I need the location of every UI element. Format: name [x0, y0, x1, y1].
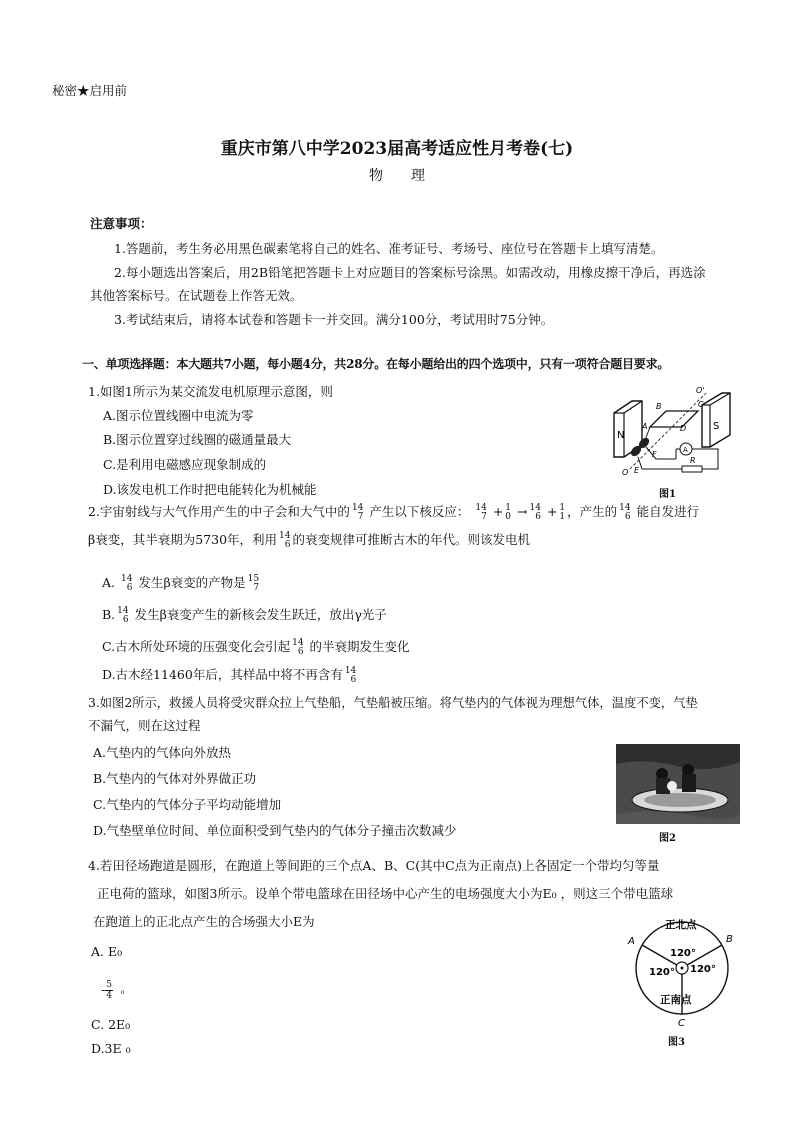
q1-option-a: A.图示位置线圈中电流为零: [103, 408, 254, 423]
label-o-prime: O': [696, 386, 705, 395]
label-o: O: [622, 468, 629, 477]
plus-sign-2: +: [546, 504, 558, 519]
q2-stem-c: ，产生的: [567, 504, 618, 519]
q2-option-c: C.古木所处环境的压强变化会引起 14 6 的半衰期发生变化: [102, 637, 410, 657]
q2-stem-d: 能自发进行: [636, 504, 700, 519]
q2-option-b: B. 14 6 发生β衰变产生的新核会发生跃迁，放出γ光子: [102, 605, 387, 625]
reaction-arrow: →: [517, 504, 528, 519]
label-a: A: [642, 422, 648, 431]
track-field-diagram: [624, 912, 740, 1032]
q4-option-b: - $\frac{5}{4}$ ₀: [101, 980, 125, 1001]
q2-stem-line2a: β衰变，其半衰期为5730年，利用: [88, 532, 278, 547]
notice-heading: 注意事项：: [90, 216, 153, 231]
q3-stem-line1: 3.如图2所示，救援人员将受灾群众拉上气垫船，气垫船被压缩。将气垫内的气体视为理想气体，温度不变，气垫: [88, 696, 698, 710]
label-e: E: [634, 466, 640, 475]
angle-left-label: 120°: [649, 967, 675, 978]
figure-1-caption: 图1: [659, 489, 676, 500]
label-ammeter: A: [683, 446, 688, 454]
plus-sign: +: [492, 504, 504, 519]
notice-item-1: 1.答题前，考生务必用黑色碳素笔将自己的姓名、准考证号、考场号、座位号在答题卡上填写清楚。: [114, 241, 664, 256]
notice-item-2-cont: 其他答案标号。在试题卷上作答无效。: [90, 288, 303, 303]
nuclide-c14-b: 14 6: [279, 530, 291, 550]
reaction-n14: 14 7: [475, 502, 487, 522]
north-point-label: 正北点: [665, 919, 697, 931]
south-point-label: 正南点: [660, 994, 692, 1006]
label-s: S: [713, 421, 720, 432]
q4-option-d: D.3E ₀: [91, 1041, 131, 1056]
q1-option-b: B.图示位置穿过线圈的磁通量最大: [103, 432, 292, 447]
figure-3-caption: 图3: [668, 1037, 685, 1048]
section-heading: 一、单项选择题：本大题共7小题，每小题4分，共28分。在每小题给出的四个选项中，只有一项符合题目要求。: [82, 357, 670, 371]
resistor: [682, 466, 702, 472]
q3-stem-line2: 不漏气，则在这过程: [88, 718, 201, 733]
q2-stem-line2b: 的衰变规律可推断古木的年代。则该发电机: [292, 532, 531, 547]
point-c-label: C: [678, 1018, 685, 1029]
reaction-proton: 1 1: [559, 502, 566, 522]
label-f: F: [652, 450, 657, 459]
q4-option-c: C. 2E₀: [91, 1017, 131, 1032]
angle-right-label: 120°: [690, 964, 716, 975]
q2-stem-a: 2.宇宙射线与大气作用产生的中子会和大气中的: [88, 504, 350, 519]
label-n: N: [617, 430, 625, 441]
label-r: R: [690, 456, 696, 465]
q3-option-b: B.气垫内的气体对外界做正功: [93, 771, 257, 786]
notice-item-3: 3.考试结束后，请将本试卷和答题卡一并交回。满分100分，考试用时75分钟。: [114, 312, 554, 327]
q2-option-a: A. 14 6 发生β衰变的产物是 15 7: [102, 573, 260, 593]
q3-option-c: C.气垫内的气体分子平均动能增加: [93, 797, 282, 812]
q3-option-d: D.气垫壁单位时间、单位面积受到气垫内的气体分子撞击次数减少: [93, 823, 457, 838]
label-b: B: [656, 402, 662, 411]
q2-stem-line1: [88, 503, 699, 522]
confidential-label: 秘密★启用前: [52, 83, 128, 98]
generator-diagram: [610, 383, 740, 483]
nuclide-n14: 14 7: [351, 502, 364, 522]
q1-option-c: C.是利用电磁感应现象制成的: [103, 457, 267, 472]
q4-stem-line1: 4.若田径场跑道是圆形，在跑道上等间距的三个点A、B、C(其中C点为正南点)上各固定一个带均匀等量: [88, 858, 660, 873]
angle-top-label: 120°: [670, 948, 696, 959]
point-a-label: A: [628, 936, 635, 947]
q4-stem-line3: 在跑道上的正北点产生的合场强大小E为: [93, 914, 315, 929]
q1-stem: 1.如图1所示为某交流发电机原理示意图，则: [88, 384, 333, 399]
exam-title: 重庆市第八中学2023届高考适应性月考卷(七): [220, 139, 574, 159]
figure-2-caption: 图2: [659, 833, 676, 844]
notice-item-2: 2.每小题选出答案后，用2B铅笔把答题卡上对应题目的答案标号涂黑。如需改动，用橡皮擦干净后，再选涂: [114, 265, 706, 280]
reaction-neutron: 1 0: [505, 502, 512, 522]
point-b-label: B: [726, 934, 733, 945]
q2-stem-b: 产生以下核反应：: [369, 504, 470, 519]
q3-option-a: A.气垫内的气体向外放热: [93, 745, 232, 760]
label-d: D: [680, 424, 687, 433]
q1-option-d: D.该发电机工作时把电能转化为机械能: [103, 482, 317, 497]
q2-stem-line2: [88, 531, 530, 550]
label-c: C: [698, 400, 704, 409]
q4-stem-line2: 正电荷的篮球，如图3所示。设单个带电篮球在田径场中心产生的电场强度大小为E₀ ，则这三个带电篮球: [97, 886, 674, 901]
subject-title: 物 理: [369, 168, 425, 184]
q4-option-a: A. E₀: [91, 944, 123, 959]
q2-option-d: D.古木经11460年后，其样品中将不再含有 14 6: [102, 665, 357, 685]
reaction-c14: 14 6: [529, 502, 541, 522]
rescue-boat-photo: [616, 744, 740, 824]
nuclide-c14: 14 6: [619, 502, 631, 522]
